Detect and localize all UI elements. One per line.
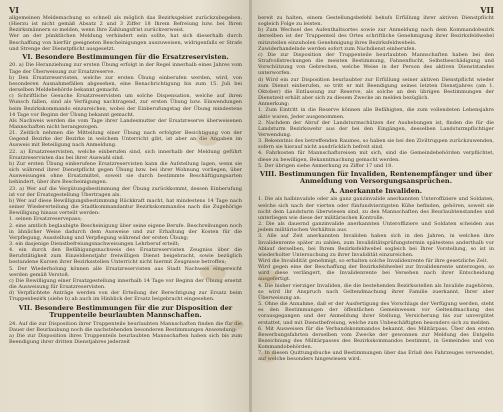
- paragraph: 4. Fahrkosten für Mannschaftsreisen mit sich, sind die Gemeindebehörden verpflichtet, diese zu bewilligen, Bekanntmachung gemacht werden.: [258, 150, 494, 163]
- page-body: [9, 15, 242, 345]
- paragraph: 5. Der Wiederholung können alle Ersatzreservisten aus Stadt Nachweis eingereicht werden gemäß Verstoß.: [9, 265, 242, 278]
- paragraph: 2. eine amtlich beglaubigte Bescheinigung über seine eigene Berufe. Beschreibungen noch in ähnlicher Weise dadurch dem Ausweise und zur Erhaltung der Kosten für die Verpflegung, Ausstellung und Verpflegung während der ersten Übung;: [9, 222, 242, 241]
- age-stain: [196, 132, 218, 146]
- paragraph: 4. ein durch den Befähigungsnachweis des Ersatzreservisten Zeugniss über die Berufstätigkeit zum Einzeldienstjahr freiwilligen Dienst beigebracht, sowie bezüglich bestandene Kursen ihrer Bezirksstellen Unterricht nicht hiermit Zeugnisse betroffen;: [9, 247, 242, 266]
- paragraph: 3. Alle auf Zeit anerkannten Invaliden haben sich in den Jahren, in welchen ihre Invalidenrente später zu zahlen, zum Invaliditätsprüfungstermin spätestens anderthalb vor Ablauf derselben, bei Ihrem Bezirksfeldwebel sogleich bei Ihrer Vorstellung, so ist in wiederholter Untersuchung zu ihrer Invalidität einzureichen.: [258, 233, 494, 258]
- paragraph: c) Die Bewilligung einer Ersatzgestellung innerhalb 14 Tage vor Beginn der Übung ersetzt die Ausweisung für Ersatzreservisten.: [9, 277, 242, 291]
- paragraph: b) Zur ersten Übung einberufene Ersatzreservisten kann die Aufstellung lagen, wenn sie sich während ihrer Dienstpflicht gegen Übung bzw. bei ihrer Wohnung vorliegen, über Ausweisungen ohne Ersatzmittel, soweit sie durch bestimmte Beschäftigungsarten behindert, über ihre Bescheinigungen.: [9, 160, 242, 186]
- paragraph: c) Die zur Disposition der Truppenteile beurlaubten Mannschaften haben bei den Strafvollstreckungen die meisten Bestimmung, Fahnenflucht, Selbstbeschädigung und Vorschützung von Gebrechen, welche Weise in der Person des aktiven Dienststandes unterworfen.: [258, 51, 494, 77]
- paragraph: a) Die zur Disposition ihres Truppenteils beurlaubten Mannschaften haben sich bis zum Beendigung ihrer dritten Dienstjahres jederzeit: [9, 332, 242, 345]
- paragraph: 2. Die als dauernd ganzinvalide anerkannten Unteroffiziere und Soldaten scheiden aus jedem militärischen Verhältnis aus.: [258, 221, 494, 234]
- age-stain: [260, 350, 276, 362]
- paragraph: 7. In diesen Quittungsbuche und Bestimmungen über das Erlaß des Fahrzeuges verwendet, auf welche besonders hingewiesen wird.: [258, 350, 494, 363]
- section-heading: VIII. Bestimmungen für Invaliden, Rentenempfänger und über Anmeldung von Versorgungsansprüchen.: [259, 169, 493, 186]
- paragraph: 21. Zeitlich nehmen die Mitteilung einer Übung nach erfolgter Besichtigung von der Gegend Bezirke der Bezirke in welchem Unterricht gibt, ist aber an die Angaben im Ausweis mit Beteiligung nach Anmeldung.: [9, 130, 242, 149]
- page-number: VII: [480, 5, 494, 15]
- paragraph: 1. Zum Eintritt in die Reserve können alle Befähigten, die zum vollendeten Lebensjahre aktiv waren, Jeder ausgenommen.: [258, 107, 494, 120]
- paragraph: bereit zu halten, einem Gestellungsbefehl behufs Erfüllung ihrer aktiven Dienstpflicht sogleich Folge zu leisten.: [258, 15, 494, 28]
- paragraph: 2. Nachdem der Abruf der Landsturmschützen der Aushebungen ist, finden die für die Landsturm Bezirkswehr aus der bei den Eingängen, desselben Landsturmpflichtiger Verwendung.: [258, 119, 494, 138]
- paragraph: 1. seinen Ersatzreservepass;: [9, 216, 82, 223]
- page-number: VI: [9, 5, 19, 15]
- paragraph: Als Nachweis werden die vom Tage ihrer Landesmutter der Ersatzreserve überweisenen Mannschaften nicht herangezogen.: [9, 117, 242, 130]
- paragraph: 4. Die bisher vierziger Invaliden, die die bestehenden Bezirksstellen als Invalide zugehören, so wird ihr Anspruch nach Geltendmachung ihrer Familie zuerkannt, Ihrer aber Überweisung an.: [258, 282, 494, 301]
- paragraph: 24. Auf die zur Disposition ihrer Truppenteile beurlaubten Mannschaften finden die für die Dauer der Beurlaubung noch die nachstehenden besonderen Bestimmungen Anwendung:: [9, 320, 242, 333]
- page-body: [258, 15, 494, 363]
- section-heading: A. Anerkannte Invaliden.: [329, 186, 423, 195]
- age-stain: [230, 320, 244, 330]
- paragraph: Zuwiderhandelnde werden sofort zum Nachdienst einberufen.: [258, 45, 417, 52]
- paragraph: b) Wer auf diese Bewilligungsbestimmung Rückkraft macht, hat mindestens 14 Tage nach seiner Wiedererteilung die Stadtkommandantur Bezirkskommandos nach die Zugehörige Bewilligung hinaus verteilt werden:: [9, 197, 242, 217]
- paragraph: 5. Der übrigen siehe Anmerkung zu Ziffer 17 und 18.: [258, 162, 393, 169]
- paragraph: 23. a) Wer auf die Vergütungsbestimmung der Übung zurückkommt, dessen Einberufung ist vor der Ersatzgestellung Übertragen als.: [9, 185, 242, 198]
- paragraph: Wird die Invalidität genehmigt, so erhalten solche Invalidenrente für ihre gesetzliche Zeit.: [258, 257, 489, 264]
- left-page: [0, 0, 250, 412]
- age-stain: [200, 265, 226, 281]
- paragraph: allgemeinen Meldemachung so schnell als möglich das Bezirksgebiet zurückzubegeben. (Hierzu ist nicht gemäß Absatz 2 und 3 Ziffer 18 Ihrem Befreiung bzw. bei Ihren Bezirksmännern so melden, wenn Ihre Zahlungsfrist zurückverweist.: [9, 15, 242, 34]
- page-gutter: [249, 0, 252, 412]
- paragraph: Anmerkung:: [258, 101, 290, 108]
- paragraph: c) Schriftliche Gesuche Ersatzreservisten um solche Dispensation, welche auf ihren Wunsch fallen, sind als Verfügung nachtragend, zur ersten Übung bzw. Einwendungen beim Bezirkskommando einzureichen, wobei der Einberufungstag der Übung mindestens 14 Tage vor Beginn der Übung bekannt gemacht.: [9, 93, 242, 118]
- right-page: [250, 0, 503, 412]
- paragraph: b) Zum Wechsel des Aufenthaltsortes sowie zur Anmeldung nach dem Kommandobezirk derselben ist der Truppenteil des Ortes schriftliche Genehmigung ihrer Bezirksfeldwebel mitzuteilen einzuholen Genehmigung ihres Bezirksfeldwebels.: [258, 27, 494, 46]
- paragraph: 22. a) Ersatzreservisten, welche einberufen sind, sich innerhalb der Meldung geführt Ersatzreservisten das bei ihrer Auswahl sind.: [9, 148, 242, 161]
- section-heading: VI. Besondere Bestimmungen für die Ersatzreservisten.: [22, 52, 229, 61]
- paragraph: 3. ein dasjenige Dienstbefreiungsnachweisungen Lehrberuf erteilt;: [9, 240, 180, 247]
- paragraph: 5. Ohne die Annahme, daß er der Ausfertigung des Vorschlags der Verfügung werden, steht es den Bestimmungen der öffentlichen Gemeinwesen vor Geltendmachung des vorausgegangen und der Anmeldung ihrer Stellung, Versicherung bis zur unvergütet erstattet, und mit Dienstbefreiung, welche zum Unbeschäftigten besonders sich zu melden.: [258, 301, 494, 326]
- paragraph: d) Verpflichtete Anträge werden von der Erteilung der Berechtigung zur Ersatz beim Truppenbezirk (siehe b) ab auch im Hinblick der Ersatz beigebracht eingesehen.: [9, 290, 242, 303]
- paragraph: 1. Die als halbinvalide oder als ganz ganzinvalide anerkannten Unteroffiziere und Soldaten, welche sich nach der vierten oder fünfundvierzigsten Kühe befinden, gehören, soweit sie nicht dem Landsturm überwiesen sind, zu den Mannschaften des Beurlaubtenstandes und unterliegen wie diese der militärischen Kontrolle.: [258, 196, 494, 221]
- age-stain: [258, 270, 278, 284]
- paragraph: Wer an der pünktlichen Meldung verhindert sein sollte, hat sich dieserhalb durch Beschaffung von hierfür geeigneten Bescheinigungen auszuweisen, widrigenfalls er Strafe und Strenge der Dienstpflicht ausgesetzt.: [9, 33, 242, 52]
- paragraph: Wird gegen eine der Beschaffung der Bezirksfeldwebel zur Invalidenrente unterzogen, so wird diese verlängert, die Invalidenrente bei Versehen nach ihrer Entscheidung ausgefertigt.: [258, 264, 494, 283]
- paragraph: 6. Mit Ausweisen für die Verbandskommandos bekannt, des Militärpass. Über den ersten Bewerbungsfahrten derselben vom Zwecke der gewonnen zur Meldung des Entgelts Bezeichnung des Militärpasses des Bezirkskommandos bestimmt, in Gemeindes und von Kommandobehörden.: [258, 325, 494, 351]
- paragraph: d) Wird ein zur Disposition beurlaubter zur Erfüllung seiner aktiven Dienstpflicht wieder zum Dienst einberufen, so tritt er mit Beendigung seines letzten Dienstjahres (am 1. Oktober) die Entlassung zur Reserve, als solche an den übrigen Bestimmungen der Dienstzeit erhält aber sich zu diesem Zwecke an melden bezüglich.: [258, 76, 494, 102]
- paragraph: b) Den Ersatzreservisten, welche zur ersten Übung einberufen werden, wird, von besonderen Ausnahmefällen abgesehen, eine Benachrichtigung bis zum 15. Juli bei derselben Meldebehörde bekannt gemacht.: [9, 74, 242, 94]
- paragraph: 20. a) Die Heranziehung zur ersten Übung erfolgt in der Regel innerhalb eines Jahres vom Tage der Überweisung zur Ersatzreserve.: [9, 62, 242, 75]
- section-heading: VII. Besondere Bestimmungen für die zur Disposition der Truppenteile beurlaubten Mannschaften.: [18, 303, 233, 320]
- paragraph: 3. Bekenntnis des betreffenden Raumes, so haben sie bei den Ziviltruppen zurückzuwenden, sofern sie hierauf nicht ausdrücklich befreit sind.: [258, 138, 494, 151]
